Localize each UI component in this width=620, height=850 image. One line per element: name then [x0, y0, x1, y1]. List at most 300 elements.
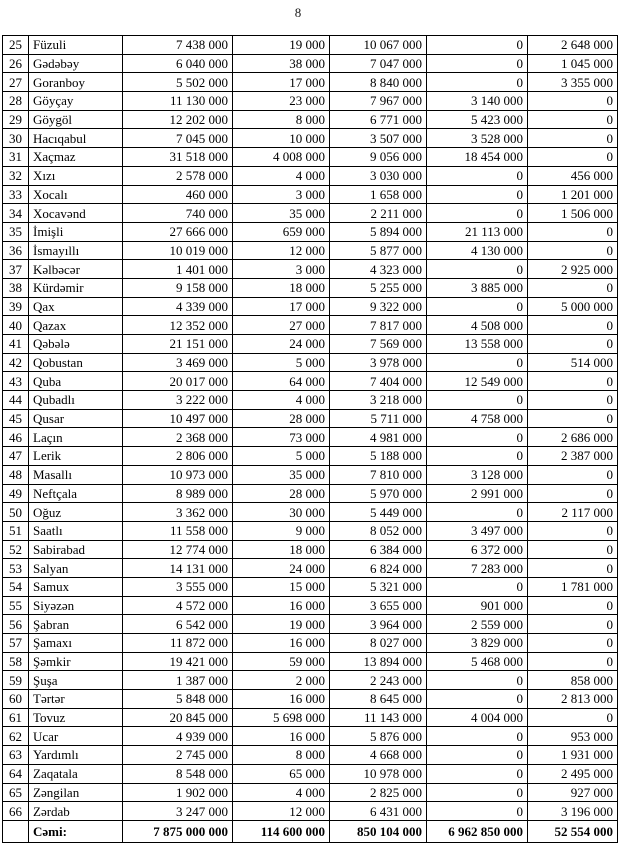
value-cell: 6 771 000: [330, 110, 427, 129]
table-row: [3, 73, 618, 92]
district-name-cell: Şabran: [29, 615, 123, 634]
district-name-cell: Şəmkir: [29, 652, 123, 671]
value-cell: 4 000: [233, 166, 330, 185]
row-number-cell: 46: [3, 428, 29, 447]
value-cell: 3 555 000: [123, 577, 233, 596]
value-cell: 11 558 000: [123, 521, 233, 540]
value-cell: 12 000: [233, 241, 330, 260]
value-cell: 0: [528, 652, 618, 671]
table-row: [3, 241, 618, 260]
value-cell: 0: [427, 727, 528, 746]
table-row: [3, 727, 618, 746]
row-number-cell: [3, 820, 29, 842]
value-cell: 927 000: [528, 783, 618, 802]
value-cell: 4 508 000: [427, 316, 528, 335]
value-cell: 1 045 000: [528, 54, 618, 73]
table-row: [3, 297, 618, 316]
total-value-cell: 114 600 000: [233, 820, 330, 842]
value-cell: 4 981 000: [330, 428, 427, 447]
table-row: [3, 465, 618, 484]
value-cell: 0: [528, 465, 618, 484]
value-cell: 3 222 000: [123, 391, 233, 410]
row-number-cell: 62: [3, 727, 29, 746]
total-value-cell: 850 104 000: [330, 820, 427, 842]
value-cell: 4 323 000: [330, 260, 427, 279]
row-number-cell: 48: [3, 465, 29, 484]
value-cell: 2 117 000: [528, 503, 618, 522]
district-name-cell: Qazax: [29, 316, 123, 335]
value-cell: 2 387 000: [528, 447, 618, 466]
table-row: [3, 690, 618, 709]
table-row: [3, 708, 618, 727]
district-name-cell: Laçın: [29, 428, 123, 447]
district-name-cell: İsmayıllı: [29, 241, 123, 260]
value-cell: 10 978 000: [330, 764, 427, 783]
value-cell: 0: [427, 36, 528, 55]
value-cell: 0: [427, 671, 528, 690]
value-cell: 858 000: [528, 671, 618, 690]
district-name-cell: Sabirabad: [29, 540, 123, 559]
value-cell: 7 967 000: [330, 92, 427, 111]
value-cell: 3 218 000: [330, 391, 427, 410]
table-row: [3, 185, 618, 204]
table-row: [3, 428, 618, 447]
value-cell: 1 781 000: [528, 577, 618, 596]
value-cell: 3 128 000: [427, 465, 528, 484]
district-name-cell: Yardımlı: [29, 746, 123, 765]
value-cell: 13 558 000: [427, 335, 528, 354]
table-row: [3, 484, 618, 503]
value-cell: 0: [528, 615, 618, 634]
value-cell: 12 774 000: [123, 540, 233, 559]
district-name-cell: Goranboy: [29, 73, 123, 92]
table-row: [3, 596, 618, 615]
value-cell: 3 528 000: [427, 129, 528, 148]
value-cell: 8 000: [233, 110, 330, 129]
value-cell: 9 056 000: [330, 148, 427, 167]
value-cell: 15 000: [233, 577, 330, 596]
value-cell: 0: [528, 241, 618, 260]
table-row: [3, 353, 618, 372]
value-cell: 18 000: [233, 278, 330, 297]
value-cell: 4 000: [233, 783, 330, 802]
district-name-cell: Qobustan: [29, 353, 123, 372]
value-cell: 0: [528, 335, 618, 354]
district-name-cell: Zəngilan: [29, 783, 123, 802]
row-number-cell: 66: [3, 802, 29, 821]
value-cell: 953 000: [528, 727, 618, 746]
district-name-cell: Göygöl: [29, 110, 123, 129]
row-number-cell: 32: [3, 166, 29, 185]
value-cell: 0: [528, 540, 618, 559]
row-number-cell: 55: [3, 596, 29, 615]
row-number-cell: 47: [3, 447, 29, 466]
value-cell: 0: [528, 222, 618, 241]
value-cell: 0: [427, 260, 528, 279]
row-number-cell: 45: [3, 409, 29, 428]
value-cell: 659 000: [233, 222, 330, 241]
value-cell: 6 040 000: [123, 54, 233, 73]
value-cell: 0: [427, 353, 528, 372]
row-number-cell: 29: [3, 110, 29, 129]
value-cell: 0: [528, 521, 618, 540]
value-cell: 5 711 000: [330, 409, 427, 428]
value-cell: 0: [427, 802, 528, 821]
value-cell: 2 243 000: [330, 671, 427, 690]
value-cell: 11 872 000: [123, 634, 233, 653]
district-name-cell: Şuşa: [29, 671, 123, 690]
value-cell: 4 130 000: [427, 241, 528, 260]
table-row: [3, 316, 618, 335]
value-cell: 6 372 000: [427, 540, 528, 559]
value-cell: 7 047 000: [330, 54, 427, 73]
value-cell: 2 211 000: [330, 204, 427, 223]
value-cell: 9 158 000: [123, 278, 233, 297]
district-name-cell: Salyan: [29, 559, 123, 578]
value-cell: 4 000: [233, 391, 330, 410]
value-cell: 11 143 000: [330, 708, 427, 727]
value-cell: 28 000: [233, 484, 330, 503]
value-cell: 2 925 000: [528, 260, 618, 279]
value-cell: 0: [528, 372, 618, 391]
value-cell: 2 686 000: [528, 428, 618, 447]
value-cell: 12 352 000: [123, 316, 233, 335]
value-cell: 0: [528, 559, 618, 578]
value-cell: 20 845 000: [123, 708, 233, 727]
district-name-cell: Göyçay: [29, 92, 123, 111]
district-name-cell: İmişli: [29, 222, 123, 241]
value-cell: 0: [427, 746, 528, 765]
district-name-cell: Xızı: [29, 166, 123, 185]
row-number-cell: 54: [3, 577, 29, 596]
value-cell: 14 131 000: [123, 559, 233, 578]
value-cell: 10 019 000: [123, 241, 233, 260]
value-cell: 0: [427, 391, 528, 410]
value-cell: 11 130 000: [123, 92, 233, 111]
district-name-cell: Tovuz: [29, 708, 123, 727]
table-body: [3, 36, 618, 843]
district-name-cell: Zərdab: [29, 802, 123, 821]
value-cell: 3 978 000: [330, 353, 427, 372]
district-name-cell: Neftçala: [29, 484, 123, 503]
value-cell: 5 698 000: [233, 708, 330, 727]
value-cell: 16 000: [233, 634, 330, 653]
district-name-cell: Gədəbəy: [29, 54, 123, 73]
value-cell: 9 000: [233, 521, 330, 540]
district-name-cell: Qusar: [29, 409, 123, 428]
row-number-cell: 38: [3, 278, 29, 297]
value-cell: 4 339 000: [123, 297, 233, 316]
district-name-cell: Kürdəmir: [29, 278, 123, 297]
value-cell: 10 000: [233, 129, 330, 148]
value-cell: 2 578 000: [123, 166, 233, 185]
value-cell: 4 668 000: [330, 746, 427, 765]
value-cell: 4 758 000: [427, 409, 528, 428]
value-cell: 3 247 000: [123, 802, 233, 821]
table-row: [3, 110, 618, 129]
table-row: [3, 148, 618, 167]
value-cell: 23 000: [233, 92, 330, 111]
value-cell: 6 431 000: [330, 802, 427, 821]
value-cell: 7 045 000: [123, 129, 233, 148]
district-name-cell: Xocavənd: [29, 204, 123, 223]
row-number-cell: 63: [3, 746, 29, 765]
value-cell: 7 569 000: [330, 335, 427, 354]
value-cell: 31 518 000: [123, 148, 233, 167]
value-cell: 0: [427, 185, 528, 204]
value-cell: 3 000: [233, 260, 330, 279]
value-cell: 24 000: [233, 559, 330, 578]
value-cell: 3 497 000: [427, 521, 528, 540]
district-name-cell: Xaçmaz: [29, 148, 123, 167]
value-cell: 5 000 000: [528, 297, 618, 316]
value-cell: 0: [528, 634, 618, 653]
table-row: [3, 615, 618, 634]
value-cell: 5 894 000: [330, 222, 427, 241]
table-row: [3, 802, 618, 821]
row-number-cell: 36: [3, 241, 29, 260]
value-cell: 27 666 000: [123, 222, 233, 241]
table-row: [3, 54, 618, 73]
value-cell: 1 506 000: [528, 204, 618, 223]
total-label-cell: Cəmi:: [29, 820, 123, 842]
value-cell: 24 000: [233, 335, 330, 354]
row-number-cell: 56: [3, 615, 29, 634]
value-cell: 5 321 000: [330, 577, 427, 596]
district-name-cell: Siyəzən: [29, 596, 123, 615]
value-cell: 456 000: [528, 166, 618, 185]
value-cell: 59 000: [233, 652, 330, 671]
value-cell: 3 655 000: [330, 596, 427, 615]
value-cell: 0: [528, 278, 618, 297]
value-cell: 8 052 000: [330, 521, 427, 540]
row-number-cell: 33: [3, 185, 29, 204]
row-number-cell: 39: [3, 297, 29, 316]
value-cell: 0: [528, 316, 618, 335]
value-cell: 8 645 000: [330, 690, 427, 709]
value-cell: 7 817 000: [330, 316, 427, 335]
value-cell: 27 000: [233, 316, 330, 335]
district-budget-table: [2, 35, 618, 843]
value-cell: 3 964 000: [330, 615, 427, 634]
table-row: [3, 521, 618, 540]
district-name-cell: Zaqatala: [29, 764, 123, 783]
district-name-cell: Samux: [29, 577, 123, 596]
value-cell: 8 027 000: [330, 634, 427, 653]
value-cell: 514 000: [528, 353, 618, 372]
value-cell: 3 507 000: [330, 129, 427, 148]
table-row: [3, 36, 618, 55]
value-cell: 20 017 000: [123, 372, 233, 391]
table-row: [3, 746, 618, 765]
total-row: [3, 820, 618, 842]
value-cell: 2 000: [233, 671, 330, 690]
value-cell: 7 404 000: [330, 372, 427, 391]
value-cell: 460 000: [123, 185, 233, 204]
value-cell: 12 000: [233, 802, 330, 821]
value-cell: 16 000: [233, 727, 330, 746]
value-cell: 73 000: [233, 428, 330, 447]
value-cell: 35 000: [233, 465, 330, 484]
value-cell: 0: [528, 708, 618, 727]
table-row: [3, 540, 618, 559]
value-cell: 0: [528, 129, 618, 148]
value-cell: 5 970 000: [330, 484, 427, 503]
row-number-cell: 43: [3, 372, 29, 391]
table-row: [3, 783, 618, 802]
value-cell: 19 000: [233, 615, 330, 634]
value-cell: 1 931 000: [528, 746, 618, 765]
row-number-cell: 57: [3, 634, 29, 653]
value-cell: 18 454 000: [427, 148, 528, 167]
row-number-cell: 30: [3, 129, 29, 148]
value-cell: 4 939 000: [123, 727, 233, 746]
value-cell: 64 000: [233, 372, 330, 391]
value-cell: 21 113 000: [427, 222, 528, 241]
value-cell: 0: [427, 577, 528, 596]
value-cell: 2 559 000: [427, 615, 528, 634]
row-number-cell: 58: [3, 652, 29, 671]
value-cell: 30 000: [233, 503, 330, 522]
table-row: [3, 278, 618, 297]
value-cell: 0: [427, 54, 528, 73]
value-cell: 5 468 000: [427, 652, 528, 671]
value-cell: 4 004 000: [427, 708, 528, 727]
value-cell: 901 000: [427, 596, 528, 615]
value-cell: 2 648 000: [528, 36, 618, 55]
value-cell: 16 000: [233, 596, 330, 615]
value-cell: 1 401 000: [123, 260, 233, 279]
value-cell: 3 362 000: [123, 503, 233, 522]
table-row: [3, 92, 618, 111]
row-number-cell: 26: [3, 54, 29, 73]
value-cell: 0: [427, 166, 528, 185]
table-row: [3, 372, 618, 391]
row-number-cell: 65: [3, 783, 29, 802]
value-cell: 12 549 000: [427, 372, 528, 391]
district-name-cell: Hacıqabul: [29, 129, 123, 148]
district-name-cell: Qəbələ: [29, 335, 123, 354]
value-cell: 8 000: [233, 746, 330, 765]
value-cell: 5 000: [233, 447, 330, 466]
district-name-cell: Kəlbəcər: [29, 260, 123, 279]
value-cell: 7 283 000: [427, 559, 528, 578]
value-cell: 5 188 000: [330, 447, 427, 466]
value-cell: 5 000: [233, 353, 330, 372]
value-cell: 0: [528, 484, 618, 503]
value-cell: 1 658 000: [330, 185, 427, 204]
value-cell: 10 497 000: [123, 409, 233, 428]
row-number-cell: 61: [3, 708, 29, 727]
value-cell: 5 877 000: [330, 241, 427, 260]
value-cell: 0: [427, 503, 528, 522]
value-cell: 0: [427, 73, 528, 92]
table-row: [3, 222, 618, 241]
value-cell: 3 469 000: [123, 353, 233, 372]
row-number-cell: 51: [3, 521, 29, 540]
value-cell: 0: [427, 764, 528, 783]
district-name-cell: Füzuli: [29, 36, 123, 55]
value-cell: 5 502 000: [123, 73, 233, 92]
value-cell: 21 151 000: [123, 335, 233, 354]
table-row: [3, 335, 618, 354]
value-cell: 8 548 000: [123, 764, 233, 783]
value-cell: 0: [427, 447, 528, 466]
value-cell: 6 542 000: [123, 615, 233, 634]
value-cell: 2 813 000: [528, 690, 618, 709]
value-cell: 10 973 000: [123, 465, 233, 484]
value-cell: 4 008 000: [233, 148, 330, 167]
value-cell: 2 495 000: [528, 764, 618, 783]
row-number-cell: 49: [3, 484, 29, 503]
value-cell: 28 000: [233, 409, 330, 428]
row-number-cell: 44: [3, 391, 29, 410]
value-cell: 10 067 000: [330, 36, 427, 55]
table-row: [3, 764, 618, 783]
value-cell: 65 000: [233, 764, 330, 783]
value-cell: 2 368 000: [123, 428, 233, 447]
district-name-cell: Ucar: [29, 727, 123, 746]
value-cell: 0: [528, 148, 618, 167]
value-cell: 3 196 000: [528, 802, 618, 821]
value-cell: 13 894 000: [330, 652, 427, 671]
table-row: [3, 652, 618, 671]
district-name-cell: Tərtər: [29, 690, 123, 709]
row-number-cell: 64: [3, 764, 29, 783]
value-cell: 5 848 000: [123, 690, 233, 709]
value-cell: 0: [528, 92, 618, 111]
value-cell: 0: [427, 783, 528, 802]
district-name-cell: Masallı: [29, 465, 123, 484]
value-cell: 740 000: [123, 204, 233, 223]
row-number-cell: 50: [3, 503, 29, 522]
row-number-cell: 53: [3, 559, 29, 578]
value-cell: 9 322 000: [330, 297, 427, 316]
value-cell: 3 030 000: [330, 166, 427, 185]
value-cell: 0: [427, 204, 528, 223]
page-number: 8: [294, 5, 302, 20]
value-cell: 19 421 000: [123, 652, 233, 671]
total-value-cell: 6 962 850 000: [427, 820, 528, 842]
value-cell: 2 991 000: [427, 484, 528, 503]
value-cell: 18 000: [233, 540, 330, 559]
row-number-cell: 40: [3, 316, 29, 335]
table-row: [3, 166, 618, 185]
value-cell: 2 745 000: [123, 746, 233, 765]
value-cell: 2 825 000: [330, 783, 427, 802]
value-cell: 0: [427, 297, 528, 316]
value-cell: 16 000: [233, 690, 330, 709]
value-cell: 3 885 000: [427, 278, 528, 297]
district-name-cell: Xocalı: [29, 185, 123, 204]
value-cell: 1 902 000: [123, 783, 233, 802]
value-cell: 38 000: [233, 54, 330, 73]
value-cell: 8 840 000: [330, 73, 427, 92]
value-cell: 0: [528, 110, 618, 129]
table-row: [3, 260, 618, 279]
value-cell: 35 000: [233, 204, 330, 223]
table-row: [3, 391, 618, 410]
district-name-cell: Qubadlı: [29, 391, 123, 410]
district-name-cell: Lerik: [29, 447, 123, 466]
table-row: [3, 409, 618, 428]
value-cell: 5 423 000: [427, 110, 528, 129]
table-row: [3, 577, 618, 596]
row-number-cell: 31: [3, 148, 29, 167]
value-cell: 5 449 000: [330, 503, 427, 522]
value-cell: 7 438 000: [123, 36, 233, 55]
row-number-cell: 60: [3, 690, 29, 709]
